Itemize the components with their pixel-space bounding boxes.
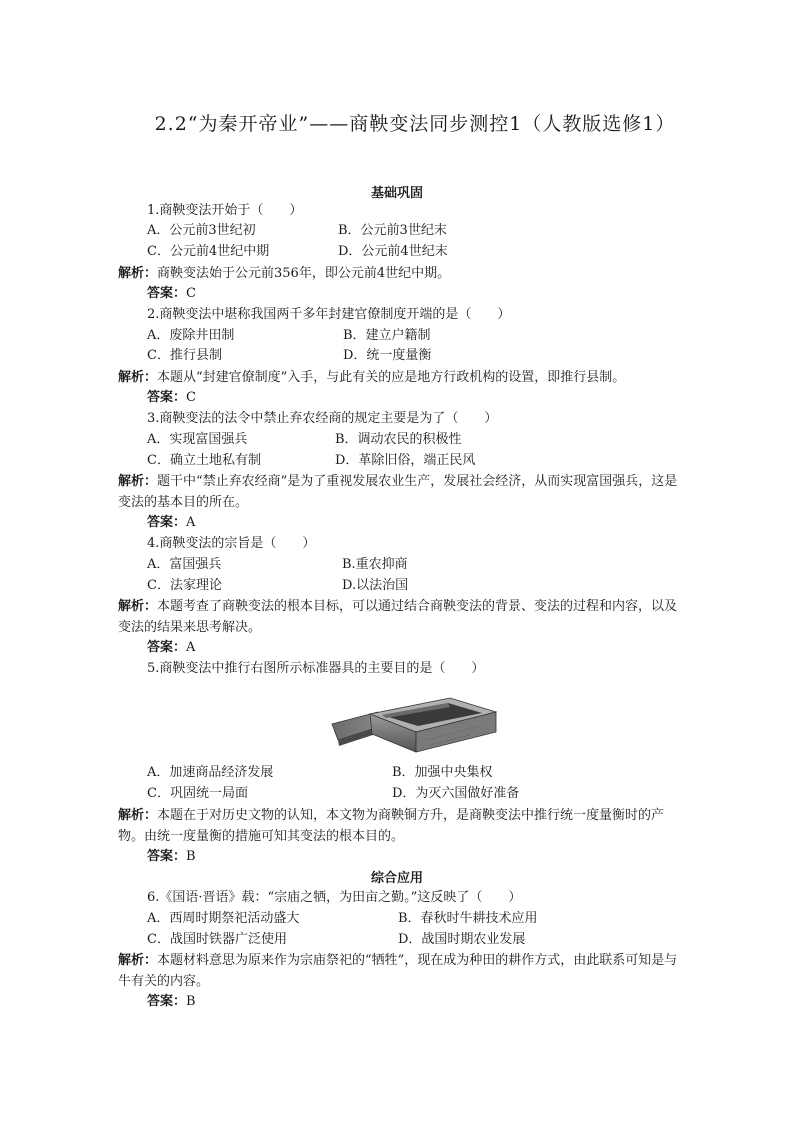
question-2-stem: 2.商鞅变法中堪称我国两千多年封建官僚制度开端的是（ ） <box>147 307 511 322</box>
answer-label: 答案： <box>147 286 187 301</box>
question-5-stem: 5.商鞅变法中推行右图所示标准器具的主要目的是（ ） <box>147 661 485 676</box>
bronze-measure-vessel-image <box>330 690 500 756</box>
answer-value: A <box>186 515 196 530</box>
question-6-stem: 6.《国语·晋语》载：“宗庙之牺，为田亩之勤。”这反映了（ ） <box>147 890 522 905</box>
answer-value: A <box>186 640 196 655</box>
question-4-option-a: A．富国强兵 <box>147 557 222 572</box>
question-2-option-d: D．统一度量衡 <box>343 348 432 363</box>
explanation-label: 解析： <box>118 953 158 968</box>
explanation-label: 解析： <box>118 474 158 489</box>
explanation-text: 本题材料意思为原来作为宗庙祭祀的“牺牲”，现在成为种田的耕作方式，由此联系可知是与牛有关的内容。 <box>118 953 678 989</box>
explanation-text: 商鞅变法始于公元前356年，即公元前4世纪中期。 <box>157 266 451 281</box>
answer-label: 答案： <box>147 515 187 530</box>
question-2-option-c: C．推行县制 <box>147 348 222 363</box>
question-3-option-b: B．调动农民的积极性 <box>335 432 462 447</box>
question-5-option-d: D．为灭六国做好准备 <box>392 786 520 801</box>
question-4-option-d: D.以法治国 <box>342 578 409 593</box>
question-5-option-b: B．加强中央集权 <box>392 765 493 780</box>
question-6-explanation <box>118 950 678 992</box>
question-1-option-b: B．公元前3世纪末 <box>338 223 447 238</box>
answer-value: C <box>186 390 196 405</box>
question-4-stem: 4.商鞅变法的宗旨是（ ） <box>147 536 316 551</box>
explanation-text: 本题在于对历史文物的认知，本文物为商鞅铜方升，是商鞅变法中推行统一度量衡时的产物。由统一度量衡的措施可知其变法的根本目的。 <box>118 808 665 844</box>
answer-value: B <box>186 994 196 1009</box>
explanation-text: 本题从“封建官僚制度”入手，与此有关的应是地方行政机构的设置，即推行县制。 <box>157 370 626 385</box>
question-4-option-b: B.重农抑商 <box>342 557 408 572</box>
explanation-label: 解析： <box>118 266 158 281</box>
question-1-explanation <box>118 263 678 284</box>
question-3-option-a: A．实现富国强兵 <box>147 432 248 447</box>
question-6-answer <box>147 992 196 1012</box>
question-6-option-c: C．战国时铁器广泛使用 <box>147 932 287 947</box>
explanation-text: 题干中“禁止弃农经商”是为了重视发展农业生产，发展社会经济，从而实现富国强兵，这是变法的基本目的所在。 <box>118 474 678 510</box>
explanation-text: 本题考查了商鞅变法的根本目标，可以通过结合商鞅变法的背景、变法的过程和内容，以及变法的结果来思考解决。 <box>118 599 678 635</box>
question-2-explanation <box>118 367 678 388</box>
answer-label: 答案： <box>147 849 187 864</box>
question-2-option-a: A．废除井田制 <box>147 328 235 343</box>
section-heading-applied: 综合应用 <box>370 871 423 886</box>
question-3-stem: 3.商鞅变法的法令中禁止弃农经商的规定主要是为了（ ） <box>147 411 498 426</box>
question-1-answer <box>147 284 196 304</box>
section-heading-basic: 基础巩固 <box>370 186 423 201</box>
question-1-option-c: C．公元前4世纪中期 <box>147 244 270 259</box>
question-3-explanation <box>118 471 678 513</box>
explanation-label: 解析： <box>118 808 158 823</box>
question-1-option-d: D．公元前4世纪末 <box>338 244 448 259</box>
answer-value: B <box>186 849 196 864</box>
page-title: 2.2“为秦开帝业”——商鞅变法同步测控1（人教版选修1） <box>154 113 676 135</box>
question-3-answer <box>147 513 195 533</box>
explanation-label: 解析： <box>118 370 158 385</box>
explanation-label: 解析： <box>118 599 158 614</box>
question-3-option-c: C．确立土地私有制 <box>147 453 261 468</box>
question-5-option-a: A．加速商品经济发展 <box>147 765 274 780</box>
question-2-answer <box>147 388 196 408</box>
question-3-option-d: D．革除旧俗，端正民风 <box>335 453 476 468</box>
question-4-answer <box>147 638 195 658</box>
answer-label: 答案： <box>147 390 187 405</box>
answer-label: 答案： <box>147 994 187 1009</box>
question-2-option-b: B．建立户籍制 <box>343 328 431 343</box>
question-5-option-c: C．巩固统一局面 <box>147 786 248 801</box>
question-5-answer <box>147 847 196 867</box>
answer-label: 答案： <box>147 640 187 655</box>
question-4-option-c: C．法家理论 <box>147 578 222 593</box>
question-5-explanation <box>118 805 678 847</box>
question-1-stem: 1.商鞅变法开始于（ ） <box>147 203 303 218</box>
question-1-option-a: A．公元前3世纪初 <box>147 223 256 238</box>
answer-value: C <box>186 286 196 301</box>
question-6-option-a: A．西周时期祭祀活动盛大 <box>147 911 300 926</box>
question-6-option-d: D．战国时期农业发展 <box>398 932 526 947</box>
question-4-explanation <box>118 596 678 638</box>
question-6-option-b: B．春秋时牛耕技术应用 <box>398 911 538 926</box>
